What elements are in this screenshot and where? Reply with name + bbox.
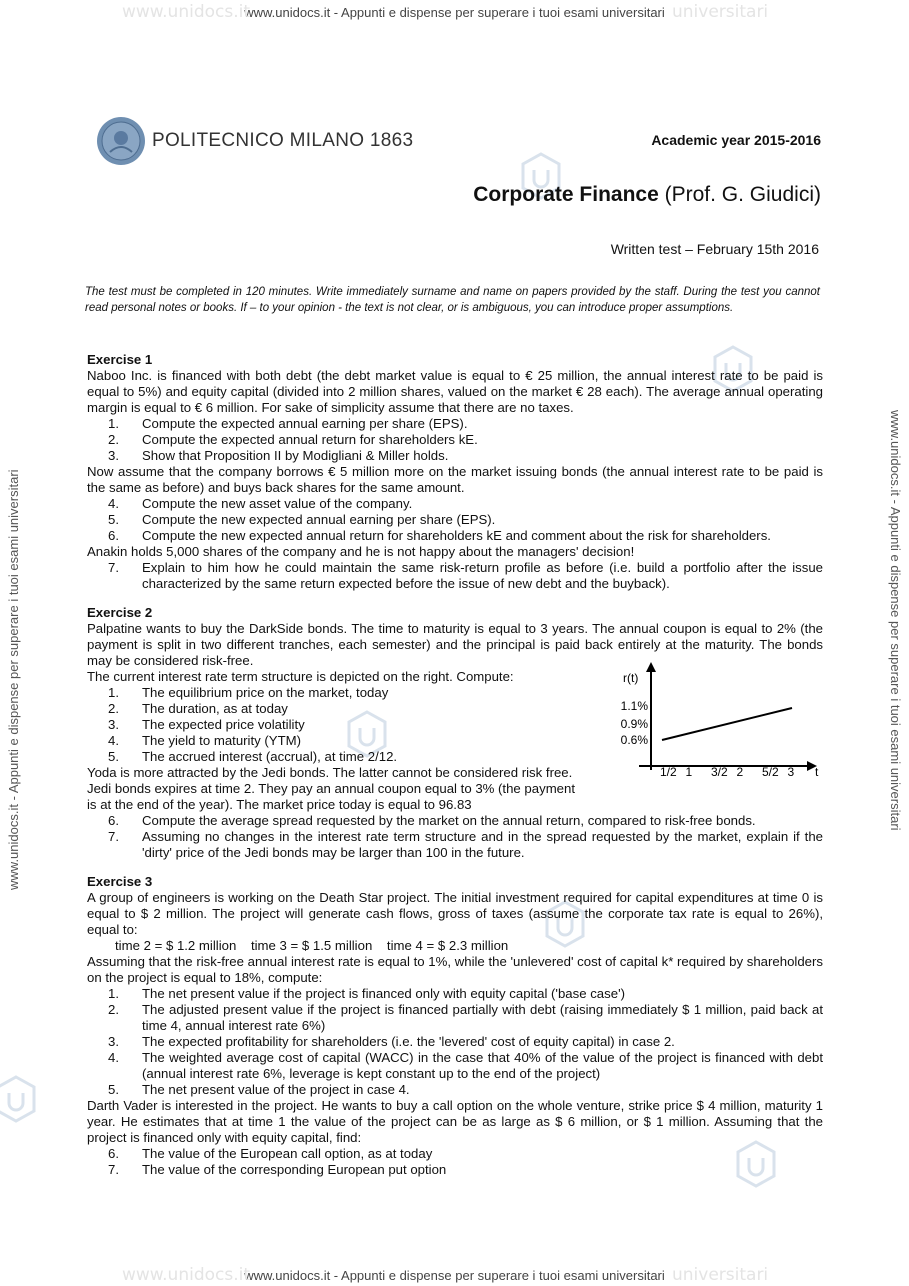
list-item bbox=[87, 1002, 823, 1034]
item-text: Compute the expected annual return for shareholders kE. bbox=[142, 432, 478, 447]
watermark-bottom: www.unidocs.it - Appunti e dispense per superare i tuoi esami universitari bbox=[244, 1268, 665, 1283]
x-tick-label: 3/2 bbox=[711, 765, 728, 779]
x-tick-label: 5/2 bbox=[762, 765, 779, 779]
watermark-left-side: www.unidocs.it - Appunti e dispense per superare i tuoi esami universitari bbox=[6, 469, 21, 890]
item-text: Explain to him how he could maintain the same risk-return profile as before (i.e. build a portfolio after the issue characterized by the same return expected before the issue of new debt and the buyback). bbox=[142, 560, 823, 591]
list-item bbox=[87, 1082, 823, 1098]
item-text: The yield to maturity (YTM) bbox=[142, 733, 302, 748]
exercise-title: Exercise 1 bbox=[87, 352, 153, 367]
y-axis-arrow bbox=[646, 662, 656, 672]
list-item bbox=[87, 829, 823, 861]
item-number: 2. bbox=[108, 1002, 119, 1017]
x-tick-label: 3 bbox=[787, 765, 795, 779]
item-list bbox=[87, 986, 823, 1098]
item-number: 4. bbox=[108, 1050, 119, 1065]
list-item bbox=[87, 560, 823, 592]
instructions: The test must be completed in 120 minutes. Write immediately surname and name on papers provided by the staff. During the test you cannot read personal notes or books. If – to your opinion - the text is not clear, or is ambiguous, you can introduce proper assumptions. bbox=[85, 286, 820, 314]
item-number: 2. bbox=[108, 432, 119, 447]
item-number: 7. bbox=[108, 560, 119, 575]
exercise-paragraph: Assuming that the risk-free annual interest rate is equal to 1%, while the 'unlevered' cost of capital k* required by shareholders on the project is equal to 18%, compute: bbox=[87, 954, 823, 985]
item-text: The duration, as at today bbox=[142, 701, 288, 716]
x-axis-label: t bbox=[815, 765, 819, 779]
item-text: The value of the corresponding European put option bbox=[142, 1162, 447, 1177]
list-item bbox=[87, 1034, 823, 1050]
x-tick-label: 2 bbox=[736, 765, 744, 779]
item-number: 6. bbox=[108, 528, 119, 543]
exercise-paragraph: A group of engineers is working on the Death Star project. The initial investment required for capital expenditures at time 0 is equal to $ 2 million. The project will generate cash flows, gross of taxes (assume the corporate tax rate is equal to 26%), equal to: bbox=[87, 890, 823, 937]
item-text: Compute the new expected annual return for shareholders kE and comment about the risk for shareholders. bbox=[142, 528, 771, 543]
list-item bbox=[87, 685, 607, 701]
unidocs-logo-icon bbox=[0, 1075, 38, 1123]
item-number: 7. bbox=[108, 829, 119, 844]
exercise-paragraph: Palpatine wants to buy the DarkSide bonds. The time to maturity is equal to 3 years. The annual coupon is equal to 2% (the payment is split in two different tranches, each semester) and the principal is paid back entirely at the maturity. The bonds may be considered risk-free. bbox=[87, 621, 823, 668]
item-number: 3. bbox=[108, 448, 119, 463]
list-item bbox=[87, 749, 607, 765]
written-test-date: Written test – February 15th 2016 bbox=[610, 241, 819, 257]
x-tick-label: 1 bbox=[685, 765, 693, 779]
item-text: Show that Proposition II by Modigliani & Miller holds. bbox=[142, 448, 449, 463]
item-number: 7. bbox=[108, 1162, 119, 1177]
item-text: Compute the average spread requested by the market on the annual return, compared to risk-free bonds. bbox=[142, 813, 756, 828]
term-structure-line bbox=[662, 708, 792, 740]
watermark-top: www.unidocs.it - Appunti e dispense per superare i tuoi esami universitari bbox=[244, 5, 665, 20]
item-number: 3. bbox=[108, 717, 119, 732]
course-title bbox=[473, 183, 821, 207]
exercise-title: Exercise 2 bbox=[87, 605, 153, 620]
item-number: 6. bbox=[108, 1146, 119, 1161]
item-list bbox=[87, 1146, 823, 1178]
list-item bbox=[87, 1146, 823, 1162]
exercise-paragraph: Anakin holds 5,000 shares of the company and he is not happy about the managers' decision! bbox=[87, 544, 635, 559]
watermark-right-side: www.unidocs.it - Appunti e dispense per superare i tuoi esami universitari bbox=[888, 410, 903, 831]
item-text: The net present value of the project in case 4. bbox=[142, 1082, 410, 1097]
exercise-1 bbox=[87, 352, 823, 592]
list-item bbox=[87, 496, 823, 512]
exercise-paragraph: Darth Vader is interested in the project. He wants to buy a call option on the whole venture, strike price $ 4 million, maturity 1 year. He estimates that at time 1 the value of the project can be as large as $ 6 million, or $ 1 million. Assuming that the project is financed only with equity capital, find: bbox=[87, 1098, 823, 1145]
item-text: Compute the new asset value of the company. bbox=[142, 496, 413, 511]
list-item bbox=[87, 1050, 823, 1082]
item-number: 3. bbox=[108, 1034, 119, 1049]
course-professor: (Prof. G. Giudici) bbox=[658, 183, 821, 206]
list-item bbox=[87, 448, 823, 464]
watermark-ghost-right: universitari bbox=[672, 2, 769, 22]
exercise-paragraph: Now assume that the company borrows € 5 million more on the market issuing bonds (the annual interest rate to be paid is the same as before) and buys back shares for the same amount. bbox=[87, 464, 823, 495]
exercise-paragraph: Jedi bonds expires at time 2. They pay an annual coupon equal to 3% (the payment bbox=[87, 781, 576, 796]
item-text: The accrued interest (accrual), at time 2/12. bbox=[142, 749, 398, 764]
exercise-3 bbox=[87, 874, 823, 1178]
item-number: 4. bbox=[108, 733, 119, 748]
exercise-paragraph: Naboo Inc. is financed with both debt (the debt market value is equal to € 25 million, the annual interest rate to be paid is equal to 5%) and equity capital (divided into 2 million shares, valued on the market € 28 each). The average annual operating margin is equal to € 6 million. For sake of simplicity assume that there are no taxes. bbox=[87, 368, 823, 415]
university-seal-icon bbox=[96, 116, 146, 166]
list-item bbox=[87, 986, 823, 1002]
item-text: The value of the European call option, as at today bbox=[142, 1146, 433, 1161]
list-item bbox=[87, 1162, 823, 1178]
item-text: The net present value if the project is financed only with equity capital ('base case') bbox=[142, 986, 625, 1001]
item-number: 5. bbox=[108, 512, 119, 527]
term-structure-chart bbox=[605, 662, 825, 782]
y-tick-label: 1.1% bbox=[620, 699, 648, 713]
item-text: The equilibrium price on the market, today bbox=[142, 685, 389, 700]
item-number: 1. bbox=[108, 986, 119, 1001]
item-number: 2. bbox=[108, 701, 119, 716]
y-tick-label: 0.6% bbox=[620, 733, 648, 747]
list-item bbox=[87, 528, 823, 544]
x-tick-label: 1/2 bbox=[660, 765, 677, 779]
list-item bbox=[87, 416, 823, 432]
item-text: The expected profitability for shareholders (i.e. the 'levered' cost of equity capital) in case 2. bbox=[142, 1034, 675, 1049]
item-text: Compute the expected annual earning per share (EPS). bbox=[142, 416, 468, 431]
list-item bbox=[87, 701, 607, 717]
item-number: 6. bbox=[108, 813, 119, 828]
item-list bbox=[87, 685, 607, 765]
course-name: Corporate Finance bbox=[473, 183, 659, 206]
list-item bbox=[87, 717, 607, 733]
item-number: 5. bbox=[108, 1082, 119, 1097]
item-text: The expected price volatility bbox=[142, 717, 305, 732]
item-list bbox=[87, 416, 823, 464]
academic-year: Academic year 2015-2016 bbox=[651, 132, 821, 148]
item-text: Assuming no changes in the interest rate term structure and in the spread requested by the market, explain if the 'dirty' price of the Jedi bonds may be larger than 100 in the future. bbox=[142, 829, 823, 860]
watermark-ghost-bottom-right: universitari bbox=[672, 1265, 769, 1285]
list-item bbox=[87, 512, 823, 528]
item-list bbox=[87, 560, 823, 592]
item-text: The adjusted present value if the project is financed partially with debt (raising immediately $ 1 million, paid back at time 4, annual interest rate 6%) bbox=[142, 1002, 823, 1033]
item-text: The weighted average cost of capital (WACC) in the case that 40% of the value of the project is financed with debt (annual interest rate 6%, leverage is kept constant up to the end of the project) bbox=[142, 1050, 823, 1081]
item-number: 1. bbox=[108, 416, 119, 431]
list-item bbox=[87, 432, 823, 448]
y-axis-label: r(t) bbox=[623, 671, 639, 685]
item-list bbox=[87, 496, 823, 544]
cash-flow-times: time 2 = $ 1.2 million time 3 = $ 1.5 million time 4 = $ 2.3 million bbox=[115, 938, 509, 953]
item-text: Compute the new expected annual earning per share (EPS). bbox=[142, 512, 496, 527]
item-list bbox=[87, 813, 823, 861]
exercise-paragraph: The current interest rate term structure is depicted on the right. Compute: bbox=[87, 669, 514, 684]
watermark-ghost-bottom-left: www.unidocs.it bbox=[122, 1265, 251, 1285]
list-item bbox=[87, 813, 823, 829]
item-number: 5. bbox=[108, 749, 119, 764]
item-number: 4. bbox=[108, 496, 119, 511]
politecnico-logo bbox=[96, 116, 413, 166]
watermark-ghost-left: www.unidocs.it bbox=[122, 2, 251, 22]
exercise-paragraph: Yoda is more attracted by the Jedi bonds. The latter cannot be considered risk free. bbox=[87, 765, 573, 780]
logo-text: POLITECNICO MILANO 1863 bbox=[152, 130, 414, 151]
list-item bbox=[87, 733, 607, 749]
exercise-title: Exercise 3 bbox=[87, 874, 153, 889]
item-number: 1. bbox=[108, 685, 119, 700]
exercise-paragraph: is at the end of the year). The market price today is equal to 96.83 bbox=[87, 797, 472, 812]
y-tick-label: 0.9% bbox=[620, 717, 648, 731]
